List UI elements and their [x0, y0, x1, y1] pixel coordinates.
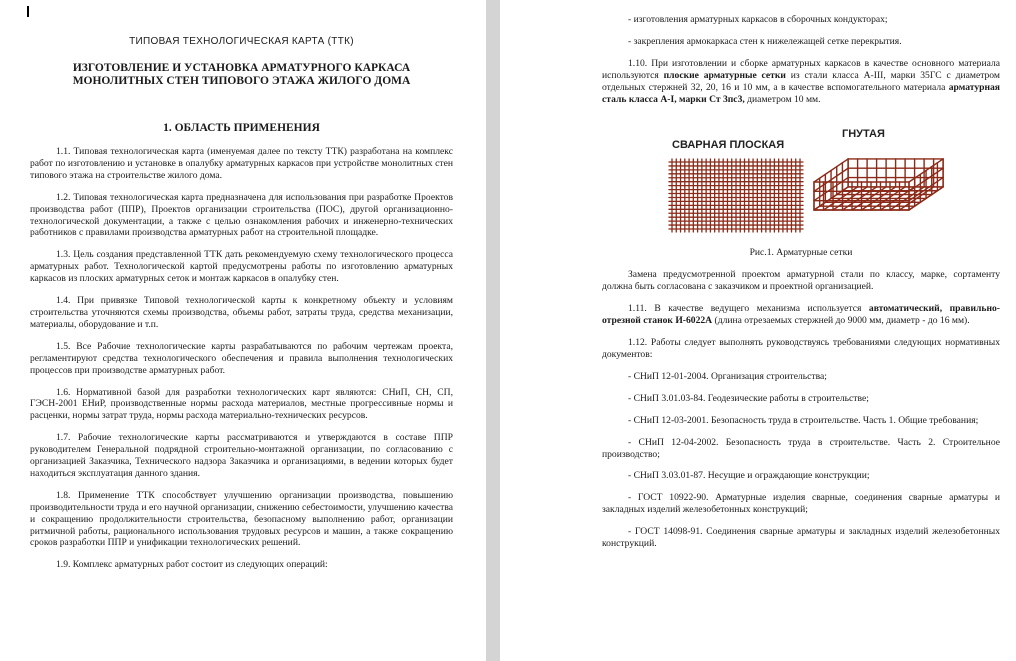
list-item-operation: - закрепления армокаркаса стен к нижележащей сетке перекрытия.: [628, 35, 902, 47]
figure-caption: Рис.1. Арматурные сетки: [749, 247, 853, 259]
paragraph-1-12: 1.12. Работы следует выполнять руководствуясь требованиями следующих нормативных документов:: [602, 337, 1000, 360]
paragraph-1-7: 1.7. Рабочие технологические карты рассматриваются и утверждаются в составе ППР руководителем Генеральной подрядной строительно-монтажной организации, по согласованию с организацией Заказчика, Технического надзора Заказчика и организациями, в ведении которых будет находиться эксплуатация данного здания.: [30, 432, 453, 479]
norm-item: - ГОСТ 10922-90. Арматурные изделия сварные, соединения сварные арматуры и закладных изделий железобетонных конструкций;: [602, 492, 1000, 516]
page-content-right: [602, 14, 1000, 560]
section-heading: 1. ОБЛАСТЬ ПРИМЕНЕНИЯ: [163, 122, 320, 134]
paragraph-1-11: [602, 303, 1000, 327]
norm-item: - СНиП 3.01.03-84. Геодезические работы в строительстве;: [628, 392, 869, 404]
paragraph-1-4: 1.4. При привязке Типовой технологической карты к конкретному объекту и условиям строительства уточняются схемы производства, объемы работ, затраты труда, средства механизации, материалы, оборудование и т.п.: [30, 295, 453, 330]
paragraph-replacement: Замена предусмотренной проектом арматурной стали по классу, марке, сортаменту должна быть согласована с заказчиком и проектной организацией.: [602, 269, 1000, 293]
paragraph-1-8: 1.8. Применение ТТК способствует улучшению организации производства, повышению производительности труда и его научной организации, снижению себестоимости, улучшению качества и сокращению продолжительности строительства, безопасному выполнению работ, организации ритмичной работы, рационального использования трудовых ресурсов и машин, а также сокращению сроков разработки ППР и унификации технологических решений.: [30, 489, 453, 549]
paragraph-text: диаметром 10 мм.: [744, 93, 821, 105]
norm-item: - СНиП 12-04-2002. Безопасность труда в строительстве. Часть 2. Строительное производство;: [602, 436, 1000, 460]
bent-mesh-label: ГНУТАЯ: [842, 128, 885, 141]
bent-mesh-image: [814, 159, 943, 210]
document-page-right: [500, 0, 1016, 661]
bold-term: плоские арматурные сетки: [663, 69, 786, 81]
norm-item: - ГОСТ 14098-91. Соединения сварные арматуры и закладных изделий железобетонных конструкций.: [602, 526, 1000, 550]
paragraph-1-10: [602, 58, 1000, 106]
bold-term: арматурная сталь класса А-I, марки Ст 3пс3,: [602, 81, 1000, 105]
paragraph-text: из стали класса А-III, марки 35ГС с диаметром отдельных стержней 32, 20, 16 и 10 мм, а в качестве вспомогательного материала: [602, 69, 1000, 93]
page-gap: [486, 0, 500, 661]
paragraph-text: 1.10. При изготовлении и сборке арматурных каркасов в качестве основного материала используются: [602, 57, 1000, 81]
paragraph-1-1: 1.1. Типовая технологическая карта (именуемая далее по тексту ТТК) разработана на комплекс работ по изготовлению и установке в опалубку арматурных каркасов при устройстве монолитных стен типового этажа на строительстве жилого дома.: [30, 146, 453, 181]
bold-term: автоматический, правильно-отрезной станок И-6022А: [602, 303, 1000, 327]
document-page-left: [0, 0, 486, 661]
paragraph-1-6: 1.6. Нормативной базой для разработки технологических карт являются: СНиП, СН, СП, ГЭСН-2001 ЕНиР, производственные нормы расхода материалов, местные прогрессивные нормы и расценки, нормы затрат труда, нормы расхода материально-технических ресурсов.: [30, 386, 453, 422]
rebar-mesh-illustration: [602, 115, 1000, 247]
document-type-label: ТИПОВАЯ ТЕХНОЛОГИЧЕСКАЯ КАРТА (ТТК): [129, 36, 354, 47]
paragraph-1-3: 1.3. Цель создания представленной ТТК дать рекомендуемую схему технологического процесса арматурных работ. Технологической картой предусмотрены работы по изготовлению арматурных каркасов из плоских арматурных сеток и монтаж каркасов в опалубку стен.: [30, 249, 453, 285]
paragraph-text: 1.11. В качестве ведущего механизма используется: [628, 303, 869, 315]
paragraph-1-2: 1.2. Типовая технологическая карта предназначена для использования при разработке Проектов производства работ (ППР), Проектов организации строительства (ПОС), другой организационно-технологической документации, а также с целью ознакомления рабочих и инженерно-технических работников с правилами производства арматурных работ на строительной площадке.: [30, 191, 453, 239]
norm-item: - СНиП 12-03-2001. Безопасность труда в строительстве. Часть 1. Общие требования;: [628, 414, 979, 426]
paragraph-text: (длина отрезаемых стержней до 9000 мм, диаметр - до 16 мм).: [712, 315, 970, 327]
text-cursor: [27, 6, 29, 17]
paragraph-1-5: 1.5. Все Рабочие технологические карты разрабатываются по рабочим чертежам проекта, регламентируют средства технологического обеспечения и правила выполнения технологических процессов при производстве арматурных работ.: [30, 340, 453, 376]
paragraph-1-9: 1.9. Комплекс арматурных работ состоит из следующих операций:: [56, 559, 328, 571]
norm-item: - СНиП 12-01-2004. Организация строительства;: [628, 370, 827, 382]
flat-mesh-label: СВАРНАЯ ПЛОСКАЯ: [672, 139, 785, 152]
flat-welded-mesh-image: [669, 159, 803, 232]
rebar-mesh-figure: [602, 115, 1000, 265]
norm-item: - СНиП 3.03.01-87. Несущие и ограждающие конструкции;: [628, 470, 870, 482]
page-content: [30, 36, 453, 581]
document-title: ИЗГОТОВЛЕНИЕ И УСТАНОВКА АРМАТУРНОГО КАРКАСА МОНОЛИТНЫХ СТЕН ТИПОВОГО ЭТАЖА ЖИЛОГО ДОМА: [72, 62, 411, 87]
list-item-operation: - изготовления арматурных каркасов в сборочных кондукторах;: [628, 14, 888, 25]
